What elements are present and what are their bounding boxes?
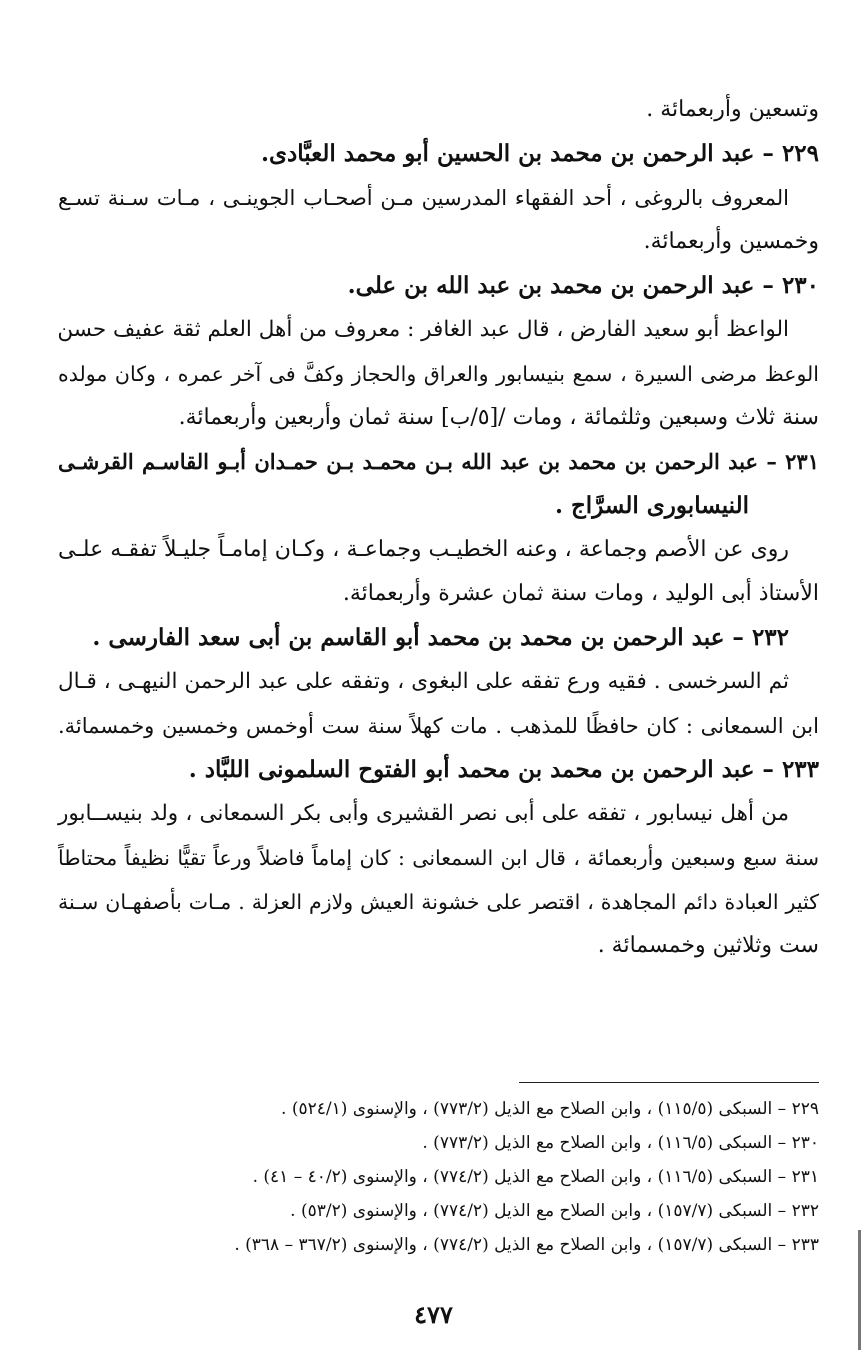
body-line: الأستاذ أبى الوليد ، ومات سنة ثمان عشرة وأربعمائة. (342, 581, 819, 606)
footnote: ٢٣٠ – السبكى (١١٦/٥) ، وابن الصلاح مع الذيل (٧٧٣/٢) . (422, 1133, 819, 1153)
body-line: الوعظ مرضى السيرة ، سمع بنيسابور والعراق والحجاز وكفَّ فى آخر عمره ، وكان مولده (58, 362, 819, 386)
footnote-separator (519, 1082, 819, 1083)
entry-heading-230: ٢٣٠ – عبد الرحمن بن محمد بن عبد الله بن على. (347, 272, 819, 299)
body-line: الواعظ أبو سعيد الفارض ، قال عبد الغافر : معروف من أهل العلم ثقة عفيف حسن (57, 317, 789, 342)
scan-edge-shadow (858, 1230, 861, 1350)
footnote: ٢٣٣ – السبكى (١٥٧/٧) ، وابن الصلاح مع الذيل (٧٧٤/٢) ، والإسنوى (٣٦٧/٢ – ٣٦٨) . (234, 1235, 819, 1255)
body-line: سنة ثلاث وسبعين وثلثمائة ، ومات /[٥/ب] سنة ثمان وأربعين وأربعمائة. (178, 405, 819, 430)
body-line: ابن السمعانى : كان حافظًا للمذهب . مات كهلاً سنة ست أوخمس وخمسين وخمسمائة. (58, 714, 819, 738)
page-body (58, 88, 819, 968)
footnote: ٢٣١ – السبكى (١١٦/٥) ، وابن الصلاح مع الذيل (٧٧٤/٢) ، والإسنوى (٤٠/٢ – ٤١) . (252, 1167, 819, 1187)
body-line: ست وثلاثين وخمسمائة . (597, 933, 819, 958)
entry-heading-231: ٢٣١ – عبد الرحمن بن محمد بن عبد الله بـن محمـد بـن حمـدان أبـو القاسـم القرشـى (58, 449, 819, 474)
body-line: ثم السرخسى . فقيه ورع تفقه على البغوى ، وتفقه على عبد الرحمن النيهـى ، قـال (58, 669, 789, 694)
entry-heading-233: ٢٣٣ – عبد الرحمن بن محمد بن محمد أبو الفتوح السلمونى اللبَّاد . (188, 756, 819, 783)
footnote: ٢٣٢ – السبكى (١٥٧/٧) ، وابن الصلاح مع الذيل (٧٧٤/٢) ، والإسنوى (٥٣/٢) . (290, 1201, 819, 1221)
entry-heading-231-continued: النيسابورى السرَّاج . (554, 492, 749, 519)
body-line: سنة سبع وسبعين وأربعمائة ، قال ابن السمعانى : كان إماماً فاضلاً ورعاً تقيًّا نظيفاً محتاطاً (58, 846, 819, 870)
entry-heading-229: ٢٢٩ – عبد الرحمن بن محمد بن الحسين أبو محمد العبَّادى. (261, 140, 819, 167)
body-line: روى عن الأصم وجماعة ، وعنه الخطيـب وجماعـة ، وكـان إمامـاً جليـلاً تفقـه علـى (58, 537, 789, 562)
body-line: المعروف بالروغى ، أحد الفقهاء المدرسين مـن أصحـاب الجوينـى ، مـات سـنة تسـع (58, 186, 789, 210)
body-line: وتسعين وأربعمائة . (646, 97, 819, 122)
footnotes (80, 1092, 819, 1262)
entry-heading-232: ٢٣٢ – عبد الرحمن بن محمد بن محمد أبو القاسم بن أبى سعد الفارسى . (92, 624, 789, 651)
page-number: ٤٧٧ (414, 1300, 453, 1329)
body-line: كثير العبادة دائم المجاهدة ، اقتصر على خشونة العيش ولازم العزلة . مـات بأصفهـان سـنة (58, 890, 819, 914)
footnote: ٢٢٩ – السبكى (١١٥/٥) ، وابن الصلاح مع الذيل (٧٧٣/٢) ، والإسنوى (٥٢٤/١) . (281, 1099, 819, 1119)
body-line: من أهل نيسابور ، تفقه على أبى نصر القشيرى وأبى بكر السمعانى ، ولد بنيســابور (58, 801, 789, 826)
body-line: وخمسين وأربعمائة. (643, 229, 819, 254)
